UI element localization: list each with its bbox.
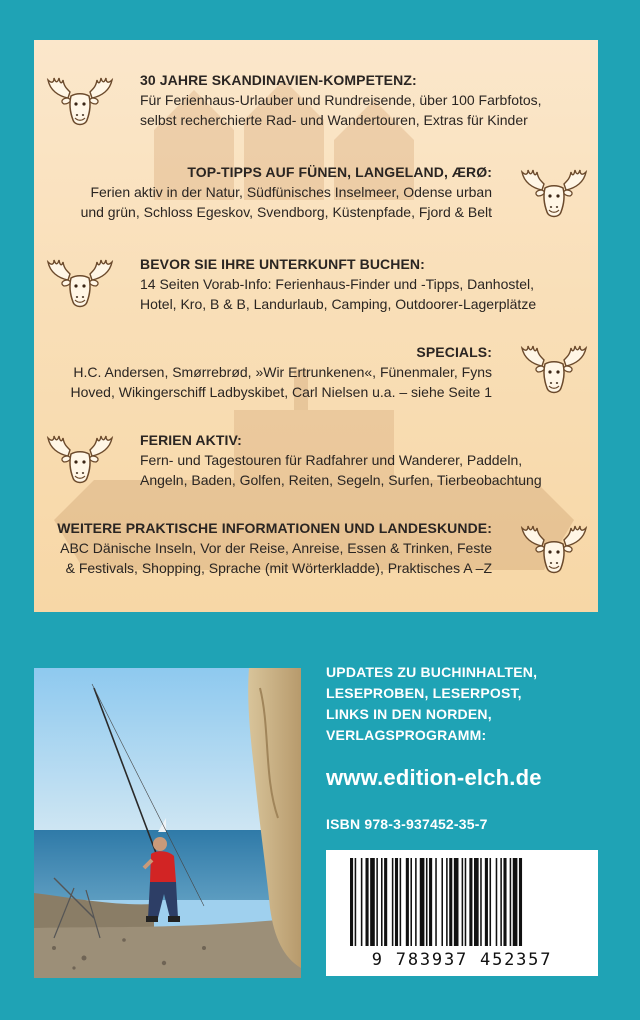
moose-icon <box>40 76 120 132</box>
section-text-line: und grün, Schloss Egeskov, Svendborg, Küstenpfade, Fjord & Belt <box>80 204 492 220</box>
section-skandinavien <box>34 70 598 130</box>
moose-icon <box>514 344 594 400</box>
feature-panel <box>34 40 598 612</box>
section-heading: FERIEN AKTIV: <box>140 432 242 448</box>
angler-photo <box>34 668 301 978</box>
isbn-number: ISBN 978-3-937452-35-7 <box>326 816 488 832</box>
moose-icon <box>40 434 120 490</box>
section-ferien-aktiv <box>34 430 598 490</box>
section-text-line: H.C. Andersen, Smørrebrød, »Wir Ertrunkenen«, Fünenmaler, Fyns <box>73 364 492 380</box>
barcode-bars <box>326 850 598 950</box>
updates-line: VERLAGSPROGRAMM: <box>326 727 487 743</box>
section-unterkunft <box>34 254 598 314</box>
section-text-line: Für Ferienhaus-Urlauber und Rundreisende, über 100 Farbfotos, <box>140 92 542 108</box>
section-heading: WEITERE PRAKTISCHE INFORMATIONEN UND LANDESKUNDE: <box>57 520 492 536</box>
moose-icon <box>40 258 120 314</box>
section-text-line: Hoved, Wikingerschiff Ladbyskibet, Carl Nielsen u.a. – siehe Seite 1 <box>70 384 492 400</box>
section-text-line: Angeln, Baden, Golfen, Reiten, Segeln, Surfen, Tierbeobachtung <box>140 472 542 488</box>
section-text-line: Hotel, Kro, B & B, Landurlaub, Camping, Outdoorer-Lagerplätze <box>140 296 537 312</box>
section-heading: BEVOR SIE IHRE UNTERKUNFT BUCHEN: <box>140 256 425 272</box>
updates-line: LINKS IN DEN NORDEN, <box>326 706 492 722</box>
updates-line: LESEPROBEN, LESERPOST, <box>326 685 522 701</box>
publisher-info <box>326 662 616 791</box>
moose-icon <box>514 168 594 224</box>
section-text-line: Fern- und Tagestouren für Radfahrer und Wanderer, Paddeln, <box>140 452 523 468</box>
barcode-digits: 9 783937 452357 <box>371 950 553 970</box>
section-top-tipps <box>34 162 598 222</box>
section-text-line: Ferien aktiv in der Natur, Südfünisches Inselmeer, Odense urban <box>90 184 492 200</box>
website-link[interactable]: www.edition-elch.de <box>326 765 542 790</box>
moose-icon <box>514 524 594 580</box>
section-heading: TOP-TIPPS AUF FÜNEN, LANGELAND, ÆRØ: <box>187 164 492 180</box>
barcode <box>326 850 598 976</box>
section-text-line: 14 Seiten Vorab-Info: Ferienhaus-Finder und -Tipps, Danhostel, <box>140 276 535 292</box>
section-heading: SPECIALS: <box>416 344 492 360</box>
section-text-line: ABC Dänische Inseln, Vor der Reise, Anreise, Essen & Trinken, Feste <box>60 540 492 556</box>
section-text-line: & Festivals, Shopping, Sprache (mit Wörterkladde), Praktisches A –Z <box>65 560 492 576</box>
section-specials <box>34 342 598 402</box>
section-text-line: selbst recherchierte Rad- und Wandertouren, Extras für Kinder <box>140 112 528 128</box>
section-heading: 30 JAHRE SKANDINAVIEN-KOMPETENZ: <box>140 72 417 88</box>
updates-line: UPDATES ZU BUCHINHALTEN, <box>326 664 538 680</box>
section-landeskunde <box>34 518 598 578</box>
